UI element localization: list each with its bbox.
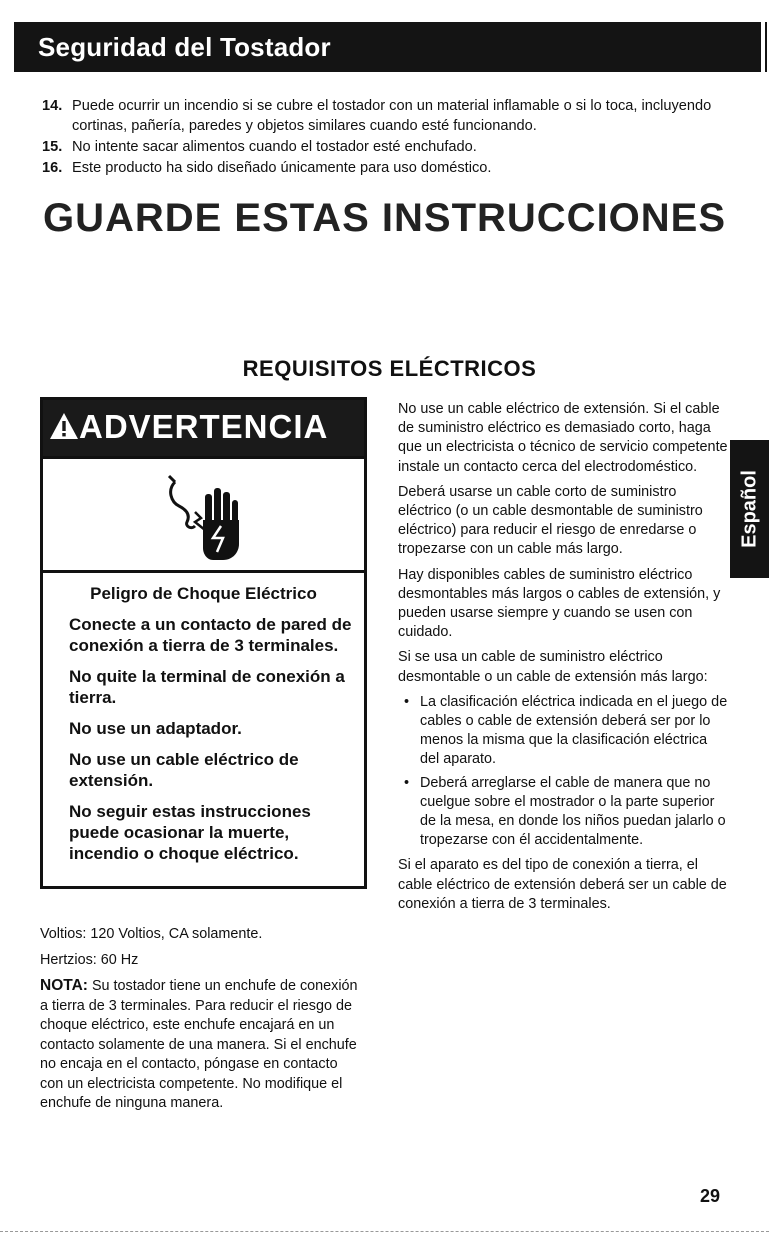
item-number: 14. bbox=[42, 98, 63, 114]
paragraph: Si el aparato es del tipo de conexión a tierra, el cable eléctrico de extensión deberá ser un cable de conexión a tierra de 3 terminales. bbox=[398, 857, 727, 912]
paragraph: Si se usa un cable de suministro eléctrico desmontable o un cable de extensión más largo: bbox=[398, 649, 708, 685]
safety-list bbox=[42, 96, 722, 179]
item-number: 15. bbox=[42, 139, 63, 155]
bullet-text: Deberá arreglarse el cable de manera que no cuelgue sobre el mostrador o la parte superior de la mesa, en donde los niños puedan jalarlo o tropezarse con él accidentalmente. bbox=[420, 774, 726, 849]
warning-divider bbox=[43, 570, 364, 573]
warning-lines bbox=[69, 614, 359, 874]
bottom-rule bbox=[0, 1231, 769, 1232]
note-paragraph bbox=[40, 976, 360, 1114]
section-header bbox=[14, 22, 761, 72]
warning-line: Conecte a un contacto de pared de conexión a tierra de 3 terminales. bbox=[69, 615, 352, 655]
item-text: No intente sacar alimentos cuando el tostador esté enchufado. bbox=[72, 139, 477, 155]
note-text: Su tostador tiene un enchufe de conexión a tierra de 3 terminales. Para reducir el riesgo de choque eléctrico, este enchufe encajará en un contacto solamente de una manera. Si el enchufe no encaja en el contacto, póngase en contacto con un electricista competente. No modifique el enchufe de ninguna manera. bbox=[40, 978, 358, 1111]
paragraph: Deberá usarse un cable corto de suministro eléctrico (o un cable desmontable de suministro eléctrico) para reducir el riesgo de enredarse o tropezarse con un cable más largo. bbox=[398, 483, 703, 558]
safety-item bbox=[42, 137, 722, 157]
electric-shock-hand-icon bbox=[165, 472, 247, 569]
warning-line: No quite la terminal de conexión a tierra. bbox=[69, 667, 345, 707]
warning-line: No use un adaptador. bbox=[69, 719, 242, 738]
language-tab bbox=[730, 440, 769, 578]
paragraph: Hay disponibles cables de suministro eléctrico desmontables más largos o cables de extensión, y pueden usarse siempre y cuando se usen con cuidado. bbox=[398, 566, 721, 641]
section-title: Seguridad del Tostador bbox=[38, 32, 331, 62]
item-text: Este producto ha sido diseñado únicamente para uso doméstico. bbox=[72, 160, 492, 176]
bullet-text: La clasificación eléctrica indicada en el juego de cables o cable de extensión deberá ser por lo menos la misma que la clasificación eléctrica del aparato. bbox=[420, 693, 728, 768]
safety-item bbox=[42, 158, 722, 178]
frequency-text: Hertzios: 60 Hz bbox=[40, 951, 139, 968]
header-side-rule bbox=[765, 22, 767, 72]
warning-subtitle: Peligro de Choque Eléctrico bbox=[90, 584, 317, 603]
safety-item bbox=[42, 96, 722, 136]
bullet-item bbox=[404, 693, 728, 770]
warning-title: ADVERTENCIA bbox=[79, 408, 329, 445]
note-label: NOTA: bbox=[40, 977, 88, 994]
page-number: 29 bbox=[700, 1186, 721, 1206]
item-text: Puede ocurrir un incendio si se cubre el tostador con un material inflamable o si lo toca, incluyendo cortinas, pañería, paredes y objetos similares cuando esté funcionando. bbox=[72, 98, 712, 134]
warning-header bbox=[43, 400, 364, 459]
right-column bbox=[398, 400, 728, 920]
warning-box bbox=[40, 397, 367, 889]
save-instructions-heading: GUARDE ESTAS INSTRUCCIONES bbox=[42, 196, 727, 240]
bullet-icon: • bbox=[404, 693, 410, 710]
bullet-list bbox=[398, 693, 728, 851]
language-tab-label: Español bbox=[738, 470, 760, 548]
requirements-heading: REQUISITOS ELÉCTRICOS bbox=[242, 356, 537, 381]
bullet-item bbox=[404, 774, 728, 851]
paragraph: No use un cable eléctrico de extensión. Si el cable de suministro eléctrico es demasiado corto, haga que un electricista o técnico de servicio competente instale un contacto cerca del electrodoméstico. bbox=[398, 401, 728, 475]
voltage-text: Voltios: 120 Voltios, CA solamente. bbox=[40, 926, 263, 942]
left-column bbox=[40, 925, 360, 1120]
warning-line: No seguir estas instrucciones puede ocasionar la muerte, incendio o choque eléctrico. bbox=[69, 802, 311, 863]
warning-line: No use un cable eléctrico de extensión. bbox=[69, 750, 299, 790]
bullet-icon: • bbox=[404, 774, 410, 791]
warning-triangle-icon bbox=[49, 411, 79, 446]
item-number: 16. bbox=[42, 160, 63, 176]
